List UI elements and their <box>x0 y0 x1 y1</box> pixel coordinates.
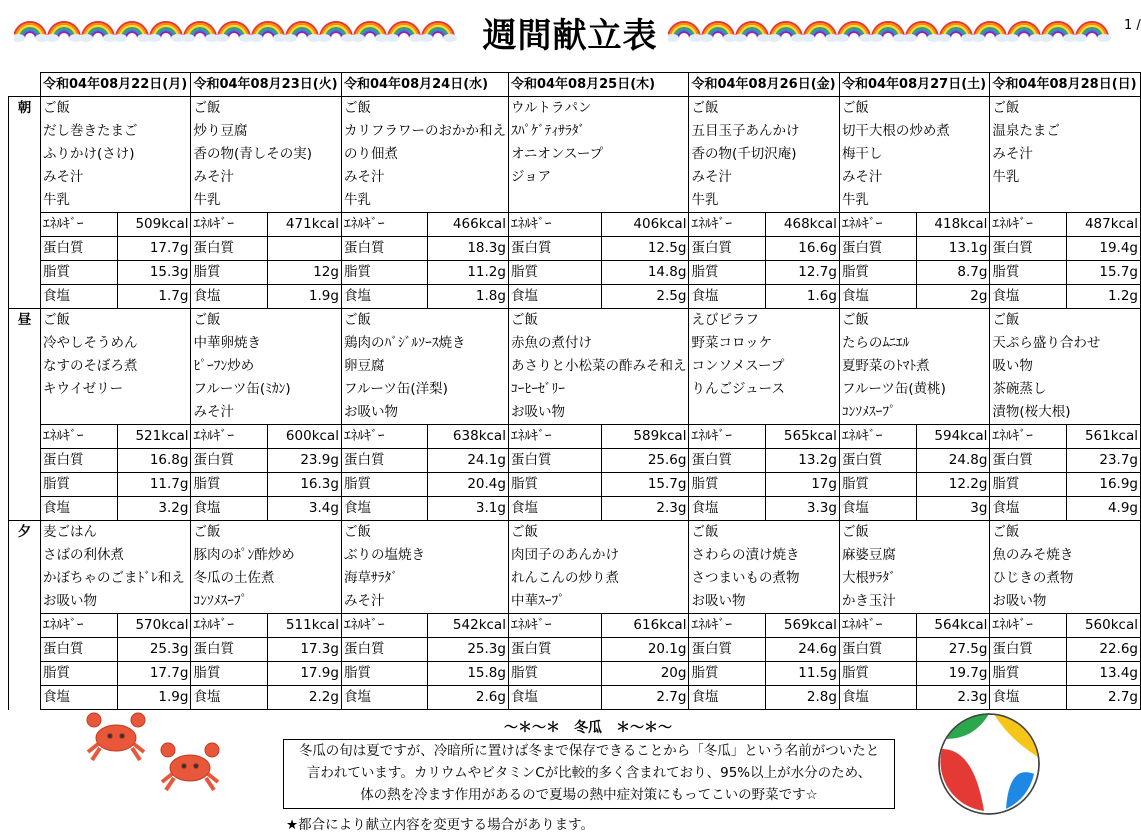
dish-item: 赤魚の煮付け <box>508 332 689 355</box>
nutrient-value-protein: 27.5g <box>916 638 990 662</box>
nutrient-label-protein: 蛋白質 <box>40 638 117 662</box>
date-header: 令和04年08月27日(土) <box>839 73 989 97</box>
nutrient-label-salt: 食塩 <box>341 686 427 710</box>
dish-item: 中華卵焼き <box>191 332 341 355</box>
nutrient-label-salt: 食塩 <box>689 285 766 309</box>
nutrient-label-energy: ｴﾈﾙｷﾞｰ <box>839 213 916 237</box>
nutrient-value-energy: 589kcal <box>601 425 689 449</box>
nutrient-value-fat: 13.4g <box>1067 662 1141 686</box>
nutrient-label-salt: 食塩 <box>40 686 117 710</box>
nutrient-value-energy: 466kcal <box>427 213 508 237</box>
dish-item: ご飯 <box>689 521 839 545</box>
nutrient-label-energy: ｴﾈﾙｷﾞｰ <box>990 213 1067 237</box>
dish-item: 牛乳 <box>839 189 989 213</box>
nutrient-label-salt: 食塩 <box>341 497 427 521</box>
nutrient-label-energy: ｴﾈﾙｷﾞｰ <box>40 425 117 449</box>
dish-item: さつまいもの煮物 <box>689 567 839 590</box>
dish-item: 梅干し <box>839 143 989 166</box>
nutrient-label-protein: 蛋白質 <box>689 638 766 662</box>
nutrient-label-protein: 蛋白質 <box>508 237 601 261</box>
footnote: ★都合により献立内容を変更する場合があります。 <box>286 817 595 833</box>
nutrient-label-salt: 食塩 <box>191 686 268 710</box>
note-line: 体の熱を冷ます作用があるので夏場の熱中症対策にもってこいの野菜です☆ <box>360 787 818 803</box>
dish-item: ご飯 <box>839 309 989 333</box>
dish-item: 豚肉のﾎﾟﾝ酢炒め <box>191 544 341 567</box>
dish-item: 麻婆豆腐 <box>839 544 989 567</box>
nutrient-value-protein: 13.1g <box>916 237 990 261</box>
nutrient-value-energy: 511kcal <box>268 614 342 638</box>
nutrient-value-salt: 3.1g <box>427 497 508 521</box>
dish-item: ｽﾊﾟｹﾞﾃｨｻﾗﾀﾞ <box>508 120 689 143</box>
nutrient-label-energy: ｴﾈﾙｷﾞｰ <box>191 425 268 449</box>
nutrient-value-fat: 17.7g <box>117 662 191 686</box>
nutrient-value-protein: 24.1g <box>427 449 508 473</box>
nutrient-value-salt: 1.6g <box>766 285 840 309</box>
nutrient-label-protein: 蛋白質 <box>191 449 268 473</box>
nutrient-label-protein: 蛋白質 <box>689 449 766 473</box>
note-line: 冬瓜の旬は夏ですが、冷暗所に置けば冬まで保存できることから「冬瓜」という名前がついたと <box>298 743 880 759</box>
meal-label-dinner: 夕 <box>9 521 41 710</box>
dish-item: みそ汁 <box>839 166 989 189</box>
nutrient-label-energy: ｴﾈﾙｷﾞｰ <box>689 614 766 638</box>
nutrient-value-fat: 16.9g <box>1067 473 1141 497</box>
nutrient-value-salt: 3.2g <box>117 497 191 521</box>
nutrient-value-energy: 521kcal <box>117 425 191 449</box>
dish-item: ジョア <box>508 166 689 189</box>
nutrient-value-protein: 17.7g <box>117 237 191 261</box>
nutrient-label-salt: 食塩 <box>341 285 427 309</box>
nutrient-value-energy: 564kcal <box>916 614 990 638</box>
nutrient-label-protein: 蛋白質 <box>839 638 916 662</box>
nutrient-label-salt: 食塩 <box>508 285 601 309</box>
nutrient-label-protein: 蛋白質 <box>508 449 601 473</box>
dish-item: かき玉汁 <box>839 590 989 614</box>
nutrient-value-salt: 2.5g <box>601 285 689 309</box>
nutrient-label-fat: 脂質 <box>839 662 916 686</box>
nutrient-value-energy: 406kcal <box>601 213 689 237</box>
nutrient-label-salt: 食塩 <box>508 686 601 710</box>
meal-label-breakfast: 朝 <box>9 97 41 309</box>
dish-item: ご飯 <box>191 97 341 121</box>
dish-item: 冷やしそうめん <box>40 332 190 355</box>
dish-item: 中華ｽｰﾌﾟ <box>508 590 689 614</box>
dish-item: ﾋﾟｰﾌﾝ炒め <box>191 355 341 378</box>
dish-item: 牛乳 <box>40 189 190 213</box>
dish-item: ご飯 <box>508 521 689 545</box>
dish-item: フルーツ缶(ﾐｶﾝ) <box>191 378 341 401</box>
dish-item: りんごジュース <box>689 378 839 401</box>
dish-item: 野菜コロッケ <box>689 332 839 355</box>
dish-item: れんこんの炒り煮 <box>508 567 689 590</box>
nutrient-value-protein: 24.8g <box>916 449 990 473</box>
nutrient-value-fat: 11.5g <box>766 662 840 686</box>
dish-item: ご飯 <box>40 309 190 333</box>
nutrient-value-salt: 1.9g <box>117 686 191 710</box>
nutrient-label-fat: 脂質 <box>191 473 268 497</box>
nutrient-value-energy: 468kcal <box>766 213 840 237</box>
nutrient-label-fat: 脂質 <box>341 261 427 285</box>
dish-item: みそ汁 <box>689 166 839 189</box>
nutrient-value-salt: 1.9g <box>268 285 342 309</box>
nutrient-label-fat: 脂質 <box>990 473 1067 497</box>
nutrient-value-protein: 18.3g <box>427 237 508 261</box>
note-line: 言われています。カリウムやビタミンCが比較的多く含まれており、95%以上が水分のため、 <box>306 765 872 781</box>
nutrient-label-energy: ｴﾈﾙｷﾞｰ <box>191 213 268 237</box>
dish-item <box>508 189 689 213</box>
meal-label-lunch: 昼 <box>9 309 41 521</box>
nutrient-value-salt: 3.4g <box>268 497 342 521</box>
dish-item: ご飯 <box>689 97 839 121</box>
nutrient-label-protein: 蛋白質 <box>341 237 427 261</box>
dish-item: みそ汁 <box>191 401 341 425</box>
nutrient-value-salt: 4.9g <box>1067 497 1141 521</box>
dish-item: なすのそぼろ煮 <box>40 355 190 378</box>
nutrient-label-salt: 食塩 <box>191 285 268 309</box>
nutrient-value-salt: 1.8g <box>427 285 508 309</box>
nutrient-value-salt: 2g <box>916 285 990 309</box>
dish-item: えびピラフ <box>689 309 839 333</box>
nutrient-label-protein: 蛋白質 <box>689 237 766 261</box>
nutrient-label-fat: 脂質 <box>341 473 427 497</box>
dish-item: かぼちゃのごまﾄﾞﾚ和え <box>40 567 190 590</box>
nutrient-value-fat: 12.7g <box>766 261 840 285</box>
nutrient-value-salt: 2.7g <box>601 686 689 710</box>
nutrient-value-energy: 570kcal <box>117 614 191 638</box>
nutrient-label-fat: 脂質 <box>40 261 117 285</box>
nutrient-label-energy: ｴﾈﾙｷﾞｰ <box>839 425 916 449</box>
dish-item: みそ汁 <box>191 166 341 189</box>
dish-item: 漬物(桜大根) <box>990 401 1141 425</box>
nutrient-value-fat: 17g <box>766 473 840 497</box>
dish-item: ご飯 <box>191 309 341 333</box>
dish-item: ご飯 <box>990 521 1141 545</box>
nutrient-value-salt: 2.3g <box>916 686 990 710</box>
nutrient-label-protein: 蛋白質 <box>341 449 427 473</box>
dish-item: ご飯 <box>508 309 689 333</box>
dish-item: カリフラワーのおかか和え <box>341 120 508 143</box>
crab-icon <box>80 708 230 798</box>
nutrient-label-energy: ｴﾈﾙｷﾞｰ <box>508 213 601 237</box>
dish-item: 香の物(青しその実) <box>191 143 341 166</box>
nutrient-value-protein: 20.1g <box>601 638 689 662</box>
dish-item <box>689 401 839 425</box>
rainbow-row-left <box>14 16 464 46</box>
dish-item: ウルトラパン <box>508 97 689 121</box>
dish-item: 牛乳 <box>990 166 1141 189</box>
nutrient-label-energy: ｴﾈﾙｷﾞｰ <box>839 614 916 638</box>
nutrient-label-fat: 脂質 <box>508 261 601 285</box>
dish-item: ご飯 <box>341 521 508 545</box>
dish-item: ｺﾝｿﾒｽｰﾌﾟ <box>191 590 341 614</box>
nutrient-label-protein: 蛋白質 <box>40 237 117 261</box>
nutrient-value-salt: 2.3g <box>601 497 689 521</box>
nutrient-value-energy: 569kcal <box>766 614 840 638</box>
nutrient-label-fat: 脂質 <box>508 473 601 497</box>
nutrient-value-protein: 22.6g <box>1067 638 1141 662</box>
nutrient-label-energy: ｴﾈﾙｷﾞｰ <box>341 213 427 237</box>
nutrient-value-salt: 2.8g <box>766 686 840 710</box>
dish-item: コンソメスープ <box>689 355 839 378</box>
page-number: 1 / <box>1124 18 1141 33</box>
nutrient-value-fat: 14.8g <box>601 261 689 285</box>
dish-item: お吸い物 <box>40 590 190 614</box>
nutrient-label-fat: 脂質 <box>839 261 916 285</box>
nutrient-value-fat: 15.3g <box>117 261 191 285</box>
corner-cell <box>9 73 41 97</box>
dish-item: 吸い物 <box>990 355 1141 378</box>
nutrient-label-protein: 蛋白質 <box>990 449 1067 473</box>
dish-item: 大根ｻﾗﾀﾞ <box>839 567 989 590</box>
nutrient-value-salt: 2.2g <box>268 686 342 710</box>
nutrient-value-salt: 2.6g <box>427 686 508 710</box>
nutrient-value-protein: 12.5g <box>601 237 689 261</box>
nutrient-value-protein: 13.2g <box>766 449 840 473</box>
dish-item: 海草ｻﾗﾀﾞ <box>341 567 508 590</box>
nutrient-label-salt: 食塩 <box>839 497 916 521</box>
nutrient-label-salt: 食塩 <box>990 285 1067 309</box>
dish-item: キウイゼリー <box>40 378 190 401</box>
nutrient-value-energy: 487kcal <box>1067 213 1141 237</box>
dish-item: お吸い物 <box>689 590 839 614</box>
nutrient-label-energy: ｴﾈﾙｷﾞｰ <box>40 213 117 237</box>
dish-item: みそ汁 <box>990 143 1141 166</box>
note-title: ～＊～＊ 冬瓜 ＊～＊～ <box>504 720 672 736</box>
dish-item: ｺｰﾋｰｾﾞﾘｰ <box>508 378 689 401</box>
nutrient-value-protein: 19.4g <box>1067 237 1141 261</box>
nutrient-value-fat: 17.9g <box>268 662 342 686</box>
dish-item: ご飯 <box>191 521 341 545</box>
dish-item: 茶碗蒸し <box>990 378 1141 401</box>
nutrient-value-protein: 25.6g <box>601 449 689 473</box>
dish-item: 魚のみそ焼き <box>990 544 1141 567</box>
nutrient-label-salt: 食塩 <box>839 686 916 710</box>
rainbow-row-right <box>668 16 1113 46</box>
nutrient-label-energy: ｴﾈﾙｷﾞｰ <box>689 213 766 237</box>
nutrient-label-protein: 蛋白質 <box>990 638 1067 662</box>
dish-item: 天ぷら盛り合わせ <box>990 332 1141 355</box>
nutrient-value-energy: 616kcal <box>601 614 689 638</box>
dish-item: 鶏肉のﾊﾞｼﾞﾙｿｰｽ焼き <box>341 332 508 355</box>
nutrient-label-energy: ｴﾈﾙｷﾞｰ <box>508 425 601 449</box>
nutrient-label-energy: ｴﾈﾙｷﾞｰ <box>341 614 427 638</box>
dish-item: のり佃煮 <box>341 143 508 166</box>
nutrient-label-energy: ｴﾈﾙｷﾞｰ <box>191 614 268 638</box>
nutrient-label-protein: 蛋白質 <box>341 638 427 662</box>
dish-item: あさりと小松菜の酢みそ和え <box>508 355 689 378</box>
dish-item: ご飯 <box>839 97 989 121</box>
nutrient-label-fat: 脂質 <box>508 662 601 686</box>
dish-item: フルーツ缶(黄桃) <box>839 378 989 401</box>
nutrient-value-energy: 560kcal <box>1067 614 1141 638</box>
date-header: 令和04年08月23日(火) <box>191 73 341 97</box>
dish-item: 炒り豆腐 <box>191 120 341 143</box>
nutrient-value-fat: 16.3g <box>268 473 342 497</box>
date-header: 令和04年08月26日(金) <box>689 73 839 97</box>
dish-item: 温泉たまご <box>990 120 1141 143</box>
nutrient-label-protein: 蛋白質 <box>990 237 1067 261</box>
nutrient-label-protein: 蛋白質 <box>40 449 117 473</box>
nutrient-value-fat: 20g <box>601 662 689 686</box>
dish-item: みそ汁 <box>40 166 190 189</box>
nutrient-value-energy: 561kcal <box>1067 425 1141 449</box>
dish-item: さばの利休煮 <box>40 544 190 567</box>
nutrient-value-protein: 16.8g <box>117 449 191 473</box>
nutrient-label-energy: ｴﾈﾙｷﾞｰ <box>508 614 601 638</box>
nutrient-value-energy: 418kcal <box>916 213 990 237</box>
dish-item <box>990 189 1141 213</box>
nutrient-value-protein: 24.6g <box>766 638 840 662</box>
date-header: 令和04年08月25日(木) <box>508 73 689 97</box>
nutrient-value-salt: 3.3g <box>766 497 840 521</box>
nutrient-value-fat: 19.7g <box>916 662 990 686</box>
nutrient-label-protein: 蛋白質 <box>191 237 268 261</box>
nutrient-value-fat: 15.8g <box>427 662 508 686</box>
nutrient-value-energy: 638kcal <box>427 425 508 449</box>
dish-item: 牛乳 <box>341 189 508 213</box>
nutrient-label-fat: 脂質 <box>689 662 766 686</box>
nutrient-label-fat: 脂質 <box>191 662 268 686</box>
dish-item: だし巻きたまご <box>40 120 190 143</box>
nutrient-value-energy: 565kcal <box>766 425 840 449</box>
dish-item: 肉団子のあんかけ <box>508 544 689 567</box>
dish-item: 麦ごはん <box>40 521 190 545</box>
dish-item: オニオンスープ <box>508 143 689 166</box>
dish-item: みそ汁 <box>341 590 508 614</box>
nutrient-label-energy: ｴﾈﾙｷﾞｰ <box>990 425 1067 449</box>
dish-item: ご飯 <box>990 309 1141 333</box>
nutrient-label-fat: 脂質 <box>40 662 117 686</box>
nutrient-value-energy: 471kcal <box>268 213 342 237</box>
dish-item: みそ汁 <box>341 166 508 189</box>
nutrient-value-fat: 15.7g <box>601 473 689 497</box>
nutrient-value-fat: 12g <box>268 261 342 285</box>
page-title: 週間献立表 <box>482 16 658 56</box>
weekly-menu-table <box>8 72 1141 710</box>
page-header <box>0 0 1141 62</box>
nutrient-value-fat: 12.2g <box>916 473 990 497</box>
dish-item: ぶりの塩焼き <box>341 544 508 567</box>
nutrient-label-salt: 食塩 <box>40 497 117 521</box>
dish-item: フルーツ缶(洋梨) <box>341 378 508 401</box>
dish-item: ご飯 <box>40 97 190 121</box>
nutrient-value-energy: 509kcal <box>117 213 191 237</box>
nutrient-label-energy: ｴﾈﾙｷﾞｰ <box>40 614 117 638</box>
dish-item: ふりかけ(さけ) <box>40 143 190 166</box>
nutrient-label-salt: 食塩 <box>508 497 601 521</box>
note-box <box>283 739 895 809</box>
nutrient-value-protein: 25.3g <box>117 638 191 662</box>
nutrient-label-energy: ｴﾈﾙｷﾞｰ <box>990 614 1067 638</box>
nutrient-value-salt: 2.7g <box>1067 686 1141 710</box>
nutrient-label-salt: 食塩 <box>839 285 916 309</box>
nutrient-value-salt: 3g <box>916 497 990 521</box>
dish-item: 冬瓜の土佐煮 <box>191 567 341 590</box>
nutrient-label-salt: 食塩 <box>40 285 117 309</box>
date-header: 令和04年08月28日(日) <box>990 73 1141 97</box>
nutrient-label-protein: 蛋白質 <box>191 638 268 662</box>
dish-item: さわらの漬け焼き <box>689 544 839 567</box>
dish-item: お吸い物 <box>990 590 1141 614</box>
nutrient-label-protein: 蛋白質 <box>839 237 916 261</box>
nutrient-value-protein: 16.6g <box>766 237 840 261</box>
dish-item: ご飯 <box>990 97 1141 121</box>
nutrient-label-energy: ｴﾈﾙｷﾞｰ <box>689 425 766 449</box>
dish-item: 牛乳 <box>689 189 839 213</box>
nutrient-label-protein: 蛋白質 <box>839 449 916 473</box>
dish-item: 卵豆腐 <box>341 355 508 378</box>
dish-item: 切干大根の炒め煮 <box>839 120 989 143</box>
nutrient-label-fat: 脂質 <box>839 473 916 497</box>
dish-item: 夏野菜のﾄﾏﾄ煮 <box>839 355 989 378</box>
beach-ball-icon <box>934 709 1044 819</box>
nutrient-label-fat: 脂質 <box>990 662 1067 686</box>
nutrient-value-protein: 23.7g <box>1067 449 1141 473</box>
nutrient-label-fat: 脂質 <box>40 473 117 497</box>
nutrient-label-fat: 脂質 <box>990 261 1067 285</box>
dish-item: ご飯 <box>341 309 508 333</box>
nutrient-label-salt: 食塩 <box>990 686 1067 710</box>
dish-item: ご飯 <box>839 521 989 545</box>
nutrient-value-fat: 11.2g <box>427 261 508 285</box>
nutrient-label-fat: 脂質 <box>341 662 427 686</box>
nutrient-value-fat: 20.4g <box>427 473 508 497</box>
nutrient-label-salt: 食塩 <box>990 497 1067 521</box>
nutrient-value-protein: 17.3g <box>268 638 342 662</box>
dish-item: 香の物(千切沢庵) <box>689 143 839 166</box>
nutrient-value-protein: 25.3g <box>427 638 508 662</box>
nutrient-label-fat: 脂質 <box>191 261 268 285</box>
nutrient-value-protein: 23.9g <box>268 449 342 473</box>
nutrient-value-energy: 542kcal <box>427 614 508 638</box>
nutrient-label-fat: 脂質 <box>689 261 766 285</box>
nutrient-label-salt: 食塩 <box>191 497 268 521</box>
dish-item: お吸い物 <box>341 401 508 425</box>
dish-item: たらのﾑﾆｴﾙ <box>839 332 989 355</box>
dish-item: ご飯 <box>341 97 508 121</box>
nutrient-label-protein: 蛋白質 <box>508 638 601 662</box>
nutrient-value-energy: 594kcal <box>916 425 990 449</box>
nutrient-label-salt: 食塩 <box>689 686 766 710</box>
nutrient-value-salt: 1.7g <box>117 285 191 309</box>
nutrient-value-protein <box>268 237 342 261</box>
nutrient-label-fat: 脂質 <box>689 473 766 497</box>
dish-item: ひじきの煮物 <box>990 567 1141 590</box>
dish-item: ｺﾝｿﾒｽｰﾌﾟ <box>839 401 989 425</box>
nutrient-value-salt: 1.2g <box>1067 285 1141 309</box>
dish-item: お吸い物 <box>508 401 689 425</box>
dish-item: 牛乳 <box>191 189 341 213</box>
date-header: 令和04年08月22日(月) <box>40 73 190 97</box>
nutrient-value-fat: 11.7g <box>117 473 191 497</box>
nutrient-label-salt: 食塩 <box>689 497 766 521</box>
nutrient-label-energy: ｴﾈﾙｷﾞｰ <box>341 425 427 449</box>
nutrient-value-fat: 8.7g <box>916 261 990 285</box>
dish-item: 五目玉子あんかけ <box>689 120 839 143</box>
dish-item <box>40 401 190 425</box>
date-header: 令和04年08月24日(水) <box>341 73 508 97</box>
nutrient-value-fat: 15.7g <box>1067 261 1141 285</box>
nutrient-value-energy: 600kcal <box>268 425 342 449</box>
